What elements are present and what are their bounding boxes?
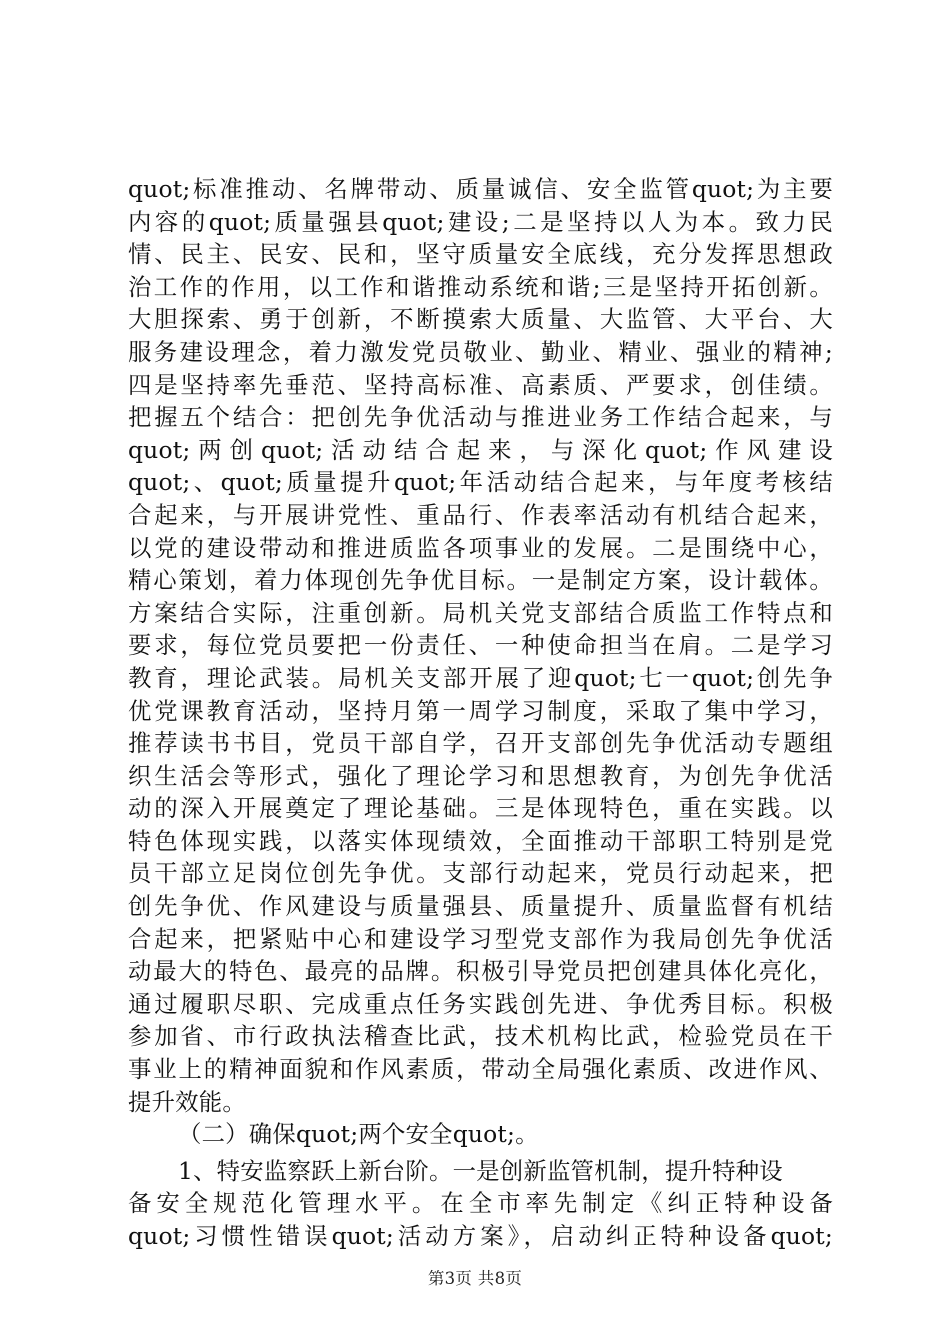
text-line: 要求，每位党员要把一份责任、一种使命担当在肩。二是学习 — [128, 631, 833, 660]
text-line: 事业上的精神面貌和作风素质，带动全局强化素质、改进作风、 — [128, 1055, 833, 1084]
text-line: 特色体现实践，以落实体现绩效，全面推动干部职工特别是党 — [128, 826, 833, 855]
text-line: 推荐读书书目，党员干部自学，召开支部创先争优活动专题组 — [128, 729, 833, 758]
text-line: quot;、quot;质量提升quot;年活动结合起来，与年度考核结 — [128, 468, 833, 497]
text-line: 服务建设理念，着力激发党员敬业、勤业、精业、强业的精神; — [128, 337, 833, 366]
document-body — [128, 173, 833, 1253]
text-line: 合起来，与开展讲党性、重品行、作表率活动有机结合起来， — [128, 500, 833, 529]
text-line: 动最大的特色、最亮的品牌。积极引导党员把创建具体化亮化， — [128, 957, 833, 986]
page-number-label: 第3页 共8页 — [427, 1269, 523, 1288]
text-line: 参加省、市行政执法稽查比武，技术机构比武，检验党员在干 — [128, 1022, 833, 1051]
text-line: quot;习惯性错误quot;活动方案》，启动纠正特种设备quot; — [128, 1222, 833, 1250]
text-line: 创先争优、作风建设与质量强县、质量提升、质量监督有机结 — [128, 892, 833, 921]
text-line: 优党课教育活动，坚持月第一周学习制度，采取了集中学习， — [128, 696, 833, 725]
text-line: 织生活会等形式，强化了理论学习和思想教育，为创先争优活 — [128, 761, 833, 790]
text-line: 治工作的作用，以工作和谐推动系统和谐;三是坚持开拓创新。 — [128, 272, 833, 301]
text-line: 1、特安监察跃上新台阶。一是创新监管机制，提升特种设 — [178, 1156, 783, 1185]
text-line: 四是坚持率先垂范、坚持高标准、高素质、严要求，创佳绩。 — [128, 370, 833, 399]
text-line: 情、民主、民安、民和，坚守质量安全底线，充分发挥思想政 — [128, 240, 833, 269]
text-line: 合起来，把紧贴中心和建设学习型党支部作为我局创先争优活 — [128, 924, 833, 953]
text-line: 提升效能。 — [128, 1087, 246, 1116]
text-line: quot;两创quot;活动结合起来，与深化quot;作风建设 — [128, 435, 833, 464]
text-line: quot;标准推动、名牌带动、质量诚信、安全监管quot;为主要 — [128, 175, 833, 203]
text-line: 通过履职尽职、完成重点任务实践创先进、争优秀目标。积极 — [128, 989, 833, 1018]
text-line: 大胆探索、勇于创新，不断摸索大质量、大监管、大平台、大 — [128, 305, 833, 334]
text-line: 以党的建设带动和推进质监各项事业的发展。二是围绕中心， — [128, 533, 833, 562]
text-line: 把握五个结合：把创先争优活动与推进业务工作结合起来，与 — [128, 403, 833, 432]
text-line: 内容的quot;质量强县quot;建设;二是坚持以人为本。致力民 — [128, 207, 833, 236]
page-footer — [0, 1265, 950, 1289]
text-line: 方案结合实际，注重创新。局机关党支部结合质监工作特点和 — [128, 598, 833, 627]
text-line: 员干部立足岗位创先争优。支部行动起来，党员行动起来，把 — [128, 859, 833, 888]
text-line: 精心策划，着力体现创先争优目标。一是制定方案，设计载体。 — [128, 566, 833, 595]
text-line: 备安全规范化管理水平。在全市率先制定《纠正特种设备 — [128, 1189, 833, 1218]
text-line: 动的深入开展奠定了理论基础。三是体现特色，重在实践。以 — [128, 794, 833, 823]
text-line: 教育，理论武装。局机关支部开展了迎quot;七一quot;创先争 — [128, 663, 833, 692]
section-heading: （二）确保quot;两个安全quot;。 — [178, 1120, 539, 1149]
